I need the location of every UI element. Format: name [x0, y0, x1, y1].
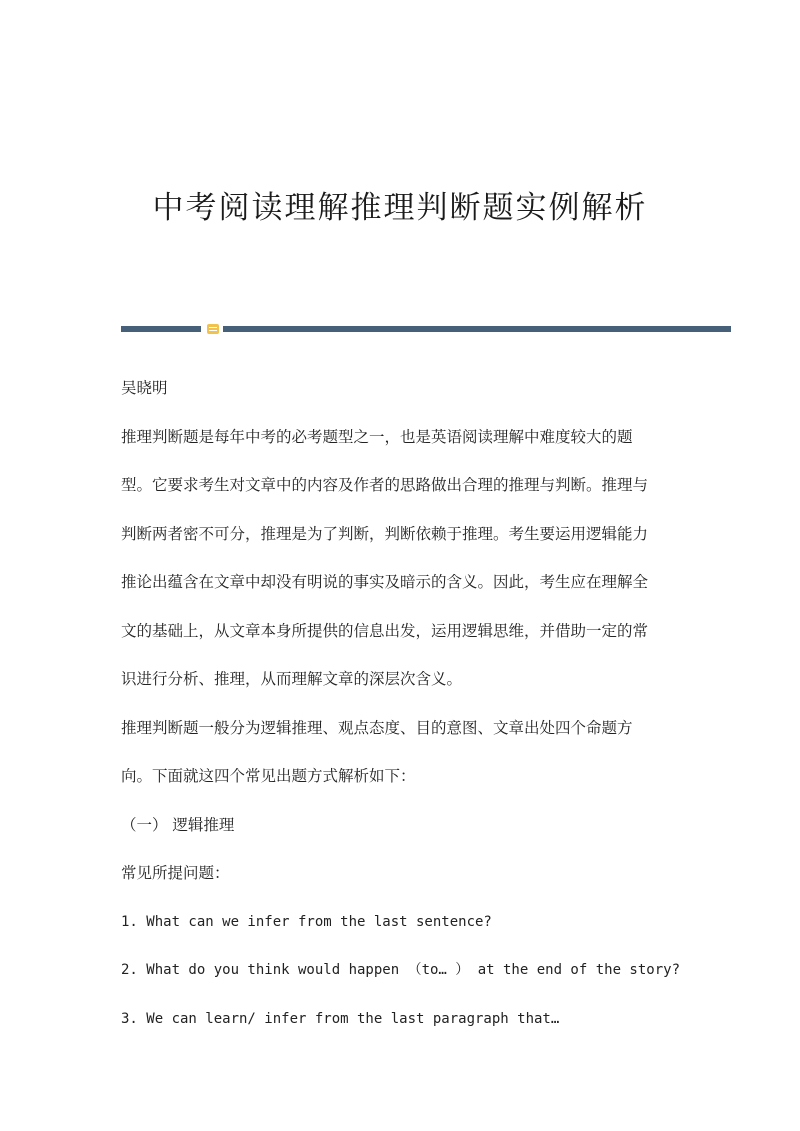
- title-divider: [121, 325, 731, 333]
- paragraph-2-line-2: 向。下面就这四个常见出题方式解析如下：: [121, 767, 416, 785]
- section-heading: （一） 逻辑推理: [121, 816, 235, 834]
- divider-bar-left: [121, 326, 201, 332]
- paragraph-1-line-5: 文的基础上，从文章本身所提供的信息出发，运用逻辑思维，并借助一定的常: [121, 622, 649, 640]
- divider-bar-right: [223, 326, 731, 332]
- common-questions-label: 常见所提问题：: [121, 864, 230, 882]
- question-item-1: 1. What can we infer from the last sentence?: [121, 914, 492, 930]
- paragraph-1-line-1: 推理判断题是每年中考的必考题型之一，也是英语阅读理解中难度较大的题: [121, 428, 633, 446]
- question-item-2: 2. What do you think would happen （to… ） at the end of the story?: [121, 962, 681, 978]
- paragraph-1-line-2: 型。它要求考生对文章中的内容及作者的思路做出合理的推理与判断。推理与: [121, 476, 649, 494]
- author-name: 吴晓明: [121, 379, 168, 397]
- question-item-3: 3. We can learn/ infer from the last paragraph that…: [121, 1011, 560, 1027]
- divider-ornament-icon: [207, 324, 219, 334]
- paragraph-2-line-1: 推理判断题一般分为逻辑推理、观点态度、目的意图、文章出处四个命题方: [121, 719, 633, 737]
- document-title: 中考阅读理解推理判断题实例解析: [152, 190, 648, 226]
- paragraph-1-line-4: 推论出蕴含在文章中却没有明说的事实及暗示的含义。因此，考生应在理解全: [121, 573, 649, 591]
- paragraph-1-line-3: 判断两者密不可分，推理是为了判断，判断依赖于推理。考生要运用逻辑能力: [121, 525, 649, 543]
- paragraph-1-line-6: 识进行分析、推理，从而理解文章的深层次含义。: [121, 670, 463, 688]
